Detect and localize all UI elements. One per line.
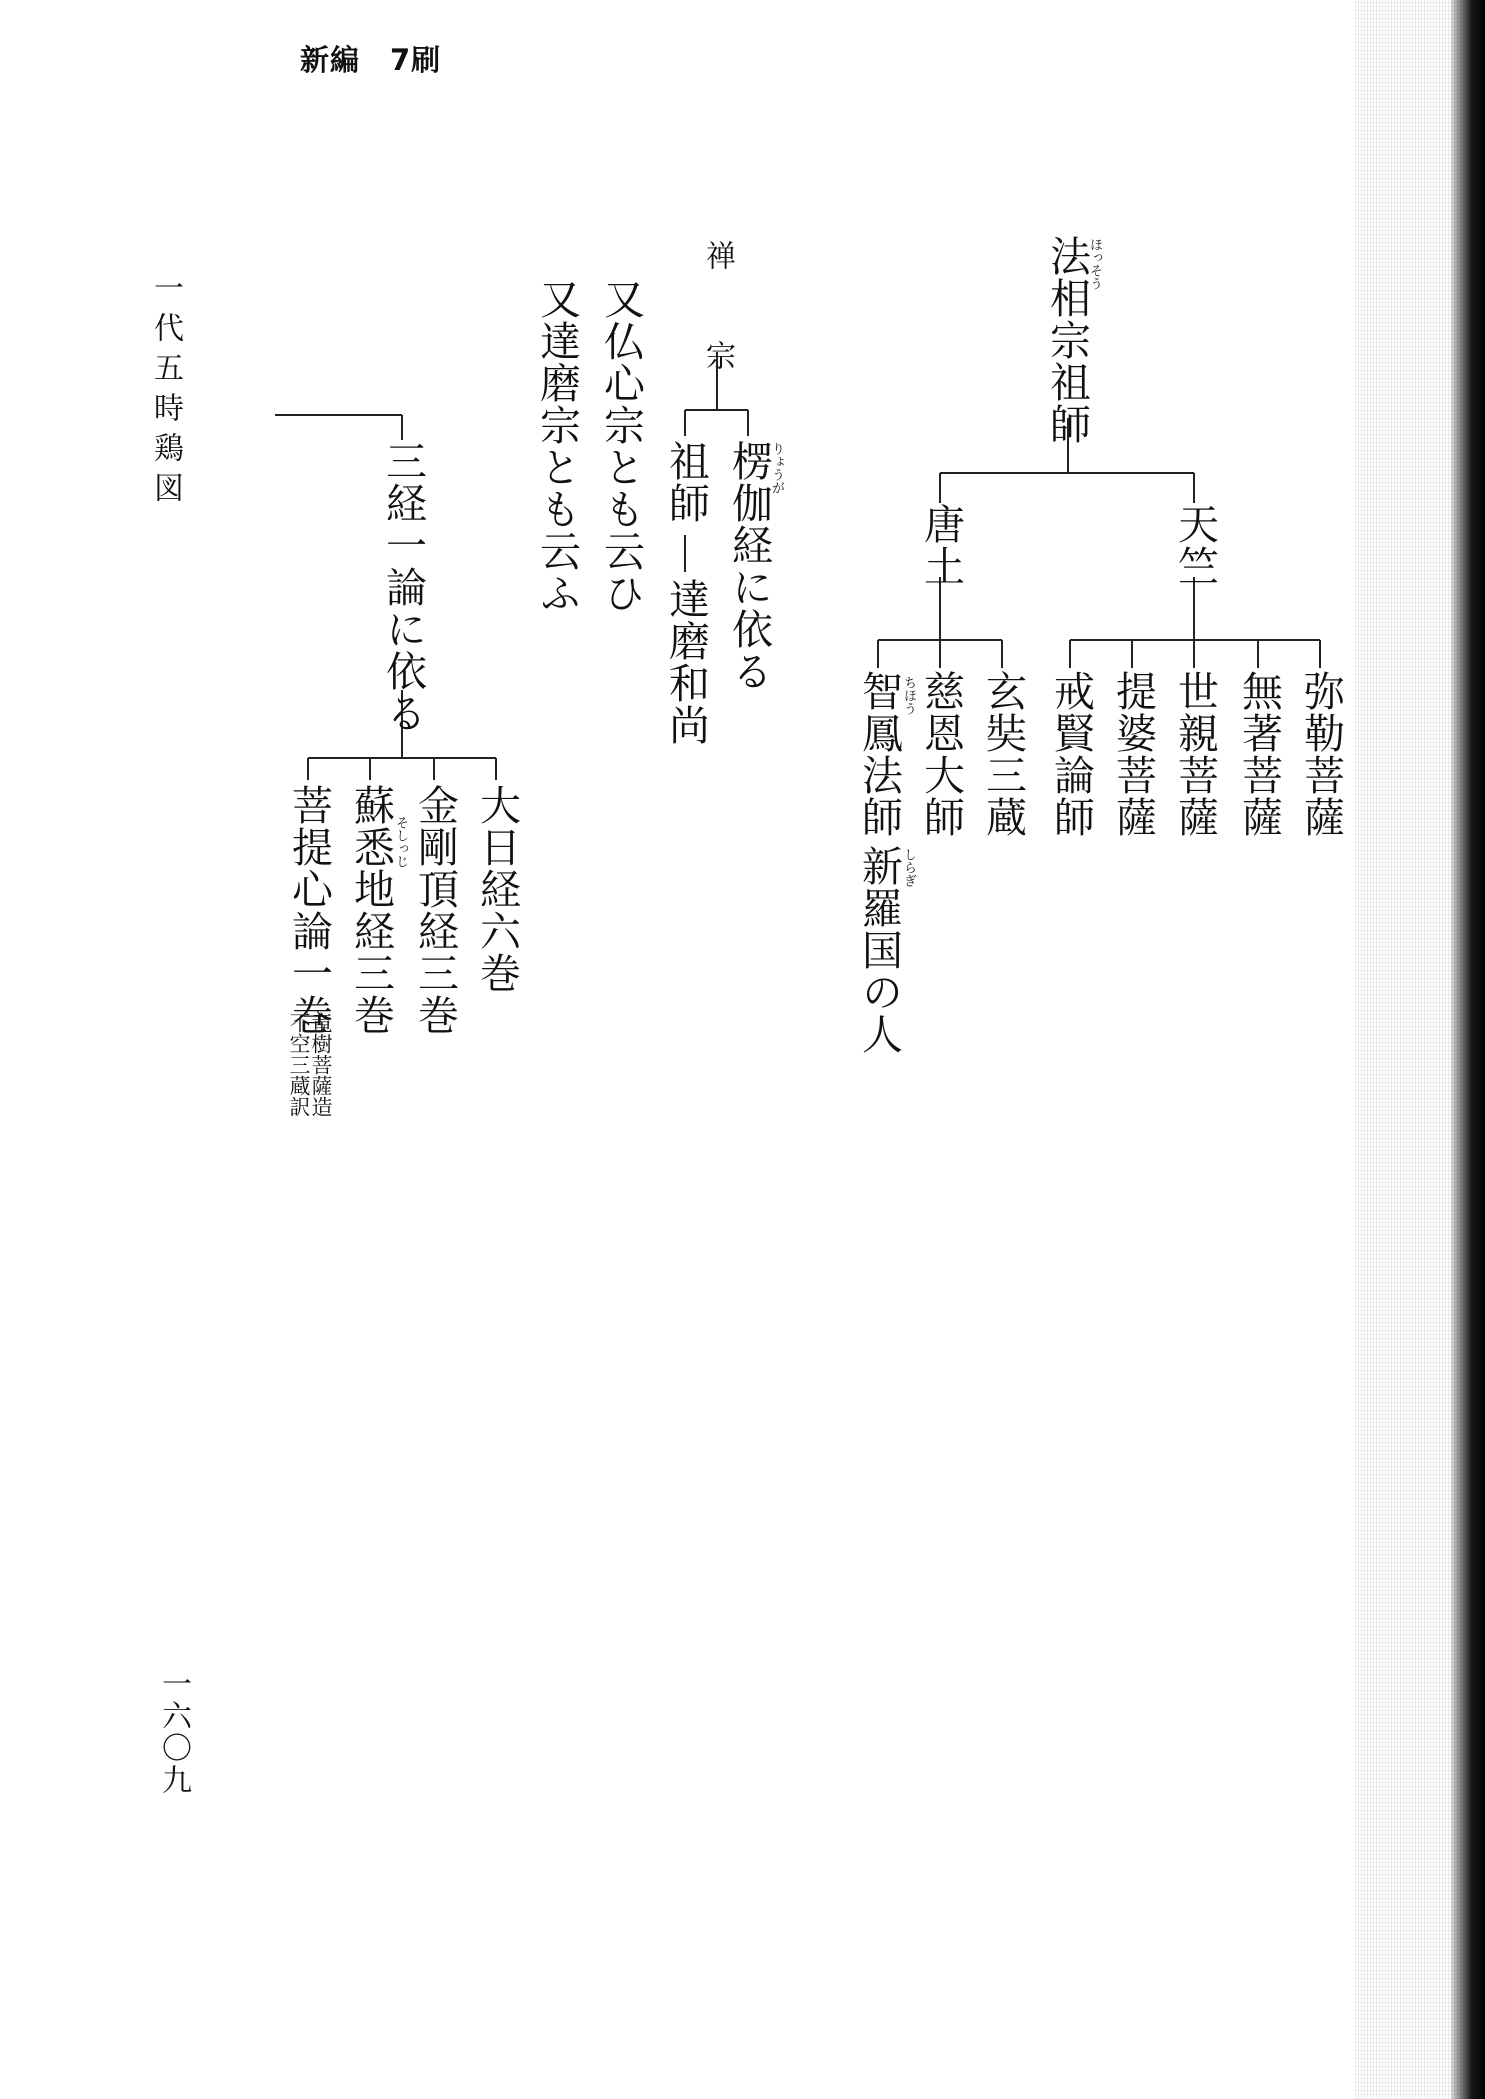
- sutra-item-1: 大日経六巻: [473, 784, 521, 994]
- ryoga-text: 楞伽経に依る: [725, 440, 773, 692]
- page-number: 一六〇九: [156, 1668, 191, 1796]
- sutra-item-4: 菩提心論一巻: [285, 784, 333, 1036]
- tenjiku-item-2: 無著菩薩: [1235, 670, 1283, 838]
- bodhicitta-note-2: 不空三蔵訳: [287, 1012, 311, 1117]
- zen-alias-2: 又達磨宗とも云ふ: [533, 278, 581, 614]
- bodhicitta-note-1: 竜樹菩薩造: [309, 1012, 333, 1117]
- sutra-item-3: 蘇悉地経三巻: [347, 784, 395, 1036]
- chiho-ruby: ちほう: [901, 676, 916, 715]
- tenjiku-item-5: 戒賢論師: [1047, 670, 1095, 838]
- soshitsuji-ruby: そしっじ: [393, 816, 408, 868]
- edition-header: 新編 7刷: [300, 43, 442, 77]
- sutra-item-2: 金剛頂経三巻: [411, 784, 459, 1036]
- tenjiku-item-3: 世親菩薩: [1171, 670, 1219, 838]
- tendo-item-1: 玄奘三蔵: [979, 670, 1027, 838]
- hosso-ruby: ほっそう: [1087, 238, 1102, 290]
- tenjiku-item-1: 弥勒菩薩: [1297, 670, 1345, 838]
- soshi-label: 祖師: [662, 440, 710, 524]
- tenjiku-label: 天竺: [1171, 503, 1219, 587]
- shiragi-ruby: しらぎ: [901, 848, 916, 887]
- hosso-title: 法相宗祖師: [1043, 235, 1091, 445]
- tendo-item-3: 智鳳法師: [855, 670, 903, 838]
- tendo-item-2: 慈恩大師: [917, 670, 965, 838]
- shiragi-label: 新羅国の人: [855, 845, 903, 1055]
- zen-alias-1: 又仏心宗とも云ひ: [597, 278, 645, 614]
- tenjiku-item-4: 提婆菩薩: [1109, 670, 1157, 838]
- ryoga-ruby: りょうが: [769, 442, 784, 494]
- left-title: 一代五時鶏図: [148, 272, 183, 512]
- daruma-label: 達磨和尚: [662, 578, 710, 746]
- sankyo-ichiron: 三経一論に依る: [379, 440, 427, 734]
- zen-title: 禅 宗: [700, 240, 735, 390]
- tendo-label: 唐土: [917, 503, 965, 587]
